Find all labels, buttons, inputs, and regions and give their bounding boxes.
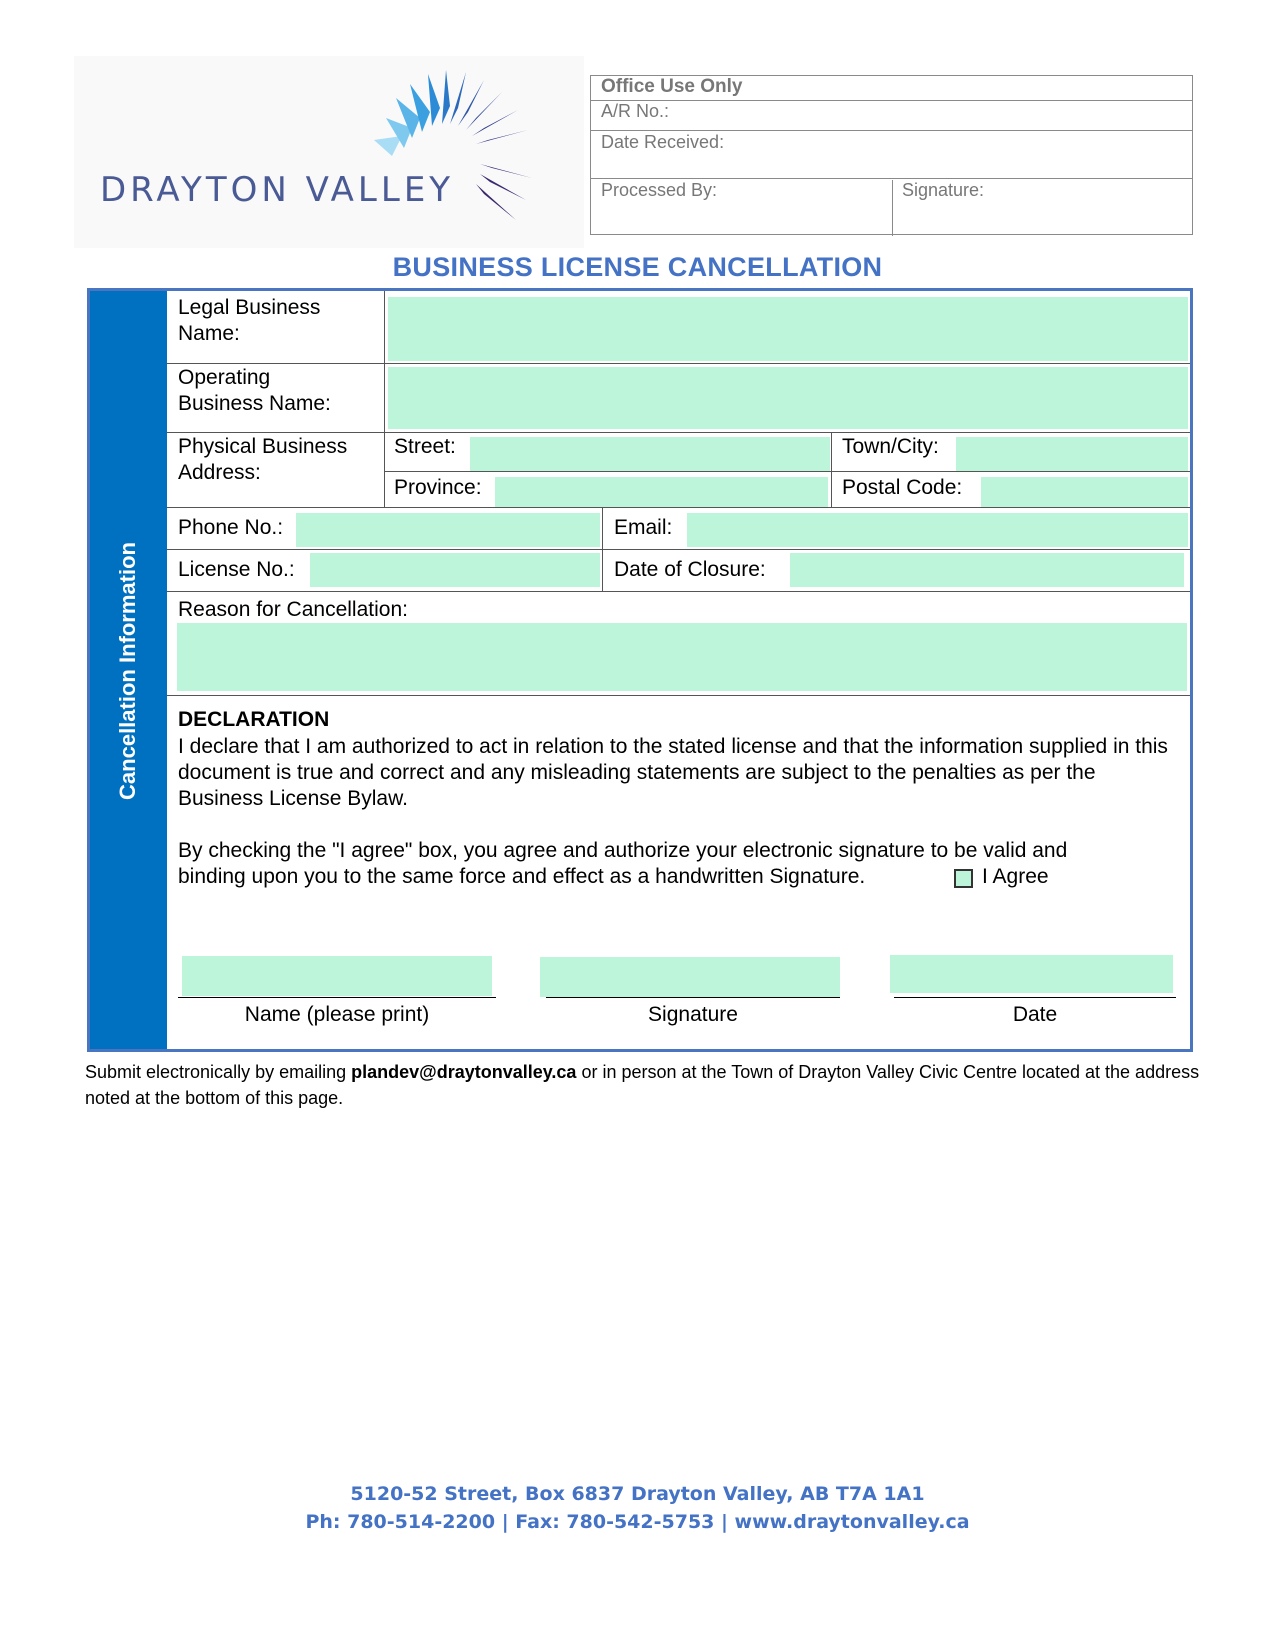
email-label: Email: [614,516,673,539]
operating-name-label-line1: Operating [178,366,271,389]
date-field[interactable] [890,955,1173,993]
email-field[interactable] [687,513,1188,547]
phone-label: Phone No.: [178,516,284,539]
page-title: BUSINESS LICENSE CANCELLATION [392,252,883,282]
ar-no-label: A/R No.: [601,101,670,121]
province-label: Province: [394,476,482,499]
operating-name-label-line2: Business Name: [178,392,331,415]
postal-code-field[interactable] [981,477,1188,507]
town-city-field[interactable] [956,437,1188,471]
date-of-closure-field[interactable] [790,553,1184,587]
footer-address: 5120-52 Street, Box 6837 Drayton Valley, AB T7A 1A1 [350,1483,925,1505]
agree-checkbox[interactable] [954,869,973,888]
signature-field[interactable] [540,957,840,997]
name-print-field[interactable] [182,956,492,996]
town-city-label: Town/City: [842,435,939,458]
license-no-label: License No.: [178,558,295,581]
logo-wordmark: DRAYTON VALLEY [100,170,455,210]
legal-name-label-line2: Name: [178,322,240,345]
date-received-label: Date Received: [601,132,725,152]
operating-name-field[interactable] [388,367,1188,429]
footer-contact: Ph: 780-514-2200 | Fax: 780-542-5753 | www.draytonvalley.ca [305,1511,970,1533]
province-field[interactable] [495,477,828,507]
street-label: Street: [394,435,456,458]
legal-name-field[interactable] [388,297,1188,361]
office-use-title: Office Use Only [601,76,743,97]
signature-caption: Signature [648,1003,738,1026]
processed-by-label: Processed By: [601,180,718,200]
submit-text-post: or in person at the Town of Drayton Valley Civic Centre located at the address noted at the bottom of this page. [85,1062,1200,1108]
postal-code-label: Postal Code: [842,476,963,499]
office-signature-label: Signature: [902,180,985,200]
agree-label: I Agree [982,865,1049,888]
form-sidebar [90,291,167,1049]
cancellation-form [87,288,1193,1052]
submit-text-pre: Submit electronically by emailing [85,1062,352,1082]
declaration-text: I declare that I am authorized to act in relation to the stated license and that the information supplied in this document is true and correct and any misleading statements are subject to the penalties as per the Business License Bylaw. [178,735,1168,810]
date-caption: Date [1012,1003,1058,1026]
physical-address-label-line2: Address: [178,461,261,484]
submit-email-link[interactable]: plandev@draytonvalley.ca [351,1062,577,1082]
declaration-heading: DECLARATION [178,708,330,731]
physical-address-label-line1: Physical Business [178,435,348,458]
submit-instructions [85,1059,1205,1111]
name-caption: Name (please print) [244,1003,430,1026]
reason-field[interactable] [177,623,1187,691]
license-no-field[interactable] [310,553,600,587]
street-field[interactable] [470,437,830,471]
agreement-text: By checking the "I agree" box, you agree and authorize your electronic signature to be valid and binding upon you to the same force and effect as a handwritten Signature. [178,839,1068,888]
office-use-table [590,75,1193,235]
reason-label: Reason for Cancellation: [178,598,408,621]
legal-name-label-line1: Legal Business [178,296,321,319]
logo-mark-icon [372,66,587,246]
date-of-closure-label: Date of Closure: [614,558,766,581]
sidebar-label: Cancellation Information [115,542,140,800]
phone-field[interactable] [296,513,600,547]
